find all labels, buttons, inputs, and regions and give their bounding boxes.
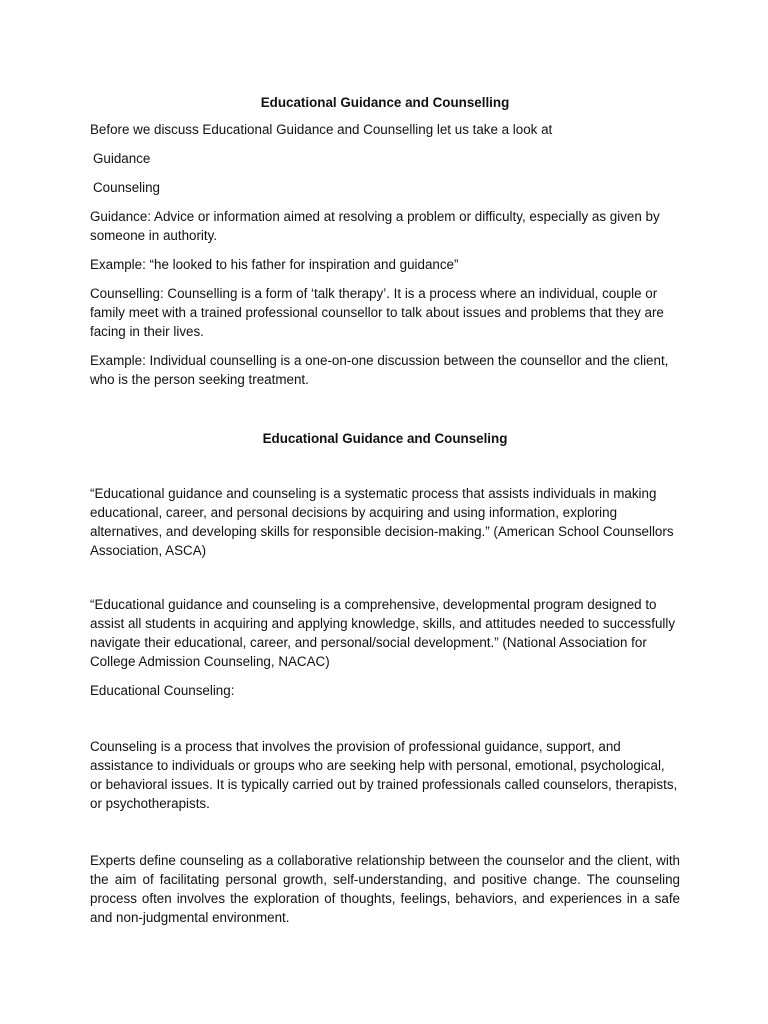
spacer	[90, 823, 680, 851]
spacer	[90, 710, 680, 737]
spacer	[90, 399, 680, 429]
subheading-educational-counseling: Educational Counseling:	[90, 683, 235, 698]
spacer	[90, 570, 680, 595]
counselling-example: Example: Individual counselling is a one-on-one discussion between the counsellor and the client, who is the person seeking treatment.	[90, 353, 669, 387]
guidance-example: Example: “he looked to his father for inspiration and guidance”	[90, 257, 459, 272]
intro-paragraph: Before we discuss Educational Guidance and Counselling let us take a look at	[90, 122, 553, 137]
experts-define-paragraph: Experts define counseling as a collaborative relationship between the counselor and the client, with the aim of facilitating personal growth, self-understanding, and positive change. The counseling process often involves the exploration of thoughts, feelings, behaviors, and experiences in a safe and non-judgmental environment.	[90, 853, 680, 925]
spacer	[90, 456, 680, 484]
list-item-counseling: Counseling	[93, 180, 160, 195]
section-heading: Educational Guidance and Counseling	[262, 431, 508, 446]
quote-nacac: “Educational guidance and counseling is a comprehensive, developmental program designed to assist all students in acquiring and applying knowledge, skills, and attitudes needed to successfully navigate their educational, career, and personal/social development.” (National Association for College Admission Counseling, NACAC)	[90, 597, 676, 669]
document-title: Educational Guidance and Counselling	[260, 95, 510, 110]
counselling-definition: Counselling: Counselling is a form of ‘talk therapy’. It is a process where an individual, couple or family meet with a trained professional counsellor to talk about issues and problems that they are facing in their lives.	[90, 286, 664, 339]
document-body	[90, 93, 680, 937]
counseling-process-paragraph: Counseling is a process that involves the provision of professional guidance, support, and assistance to individuals or groups who are seeking help with personal, emotional, psychological, or behavioral issues. It is typically carried out by trained professionals called counselors, therapists, or psychotherapists.	[90, 739, 678, 811]
list-item-guidance: Guidance	[93, 151, 151, 166]
guidance-definition: Guidance: Advice or information aimed at resolving a problem or difficulty, especially as given by someone in authority.	[90, 209, 660, 243]
quote-asca: “Educational guidance and counseling is a systematic process that assists individuals in making educational, career, and personal decisions by acquiring and using information, exploring alternatives, and developing skills for responsible decision-making.” (American School Counsellors Association, ASCA)	[90, 486, 674, 558]
